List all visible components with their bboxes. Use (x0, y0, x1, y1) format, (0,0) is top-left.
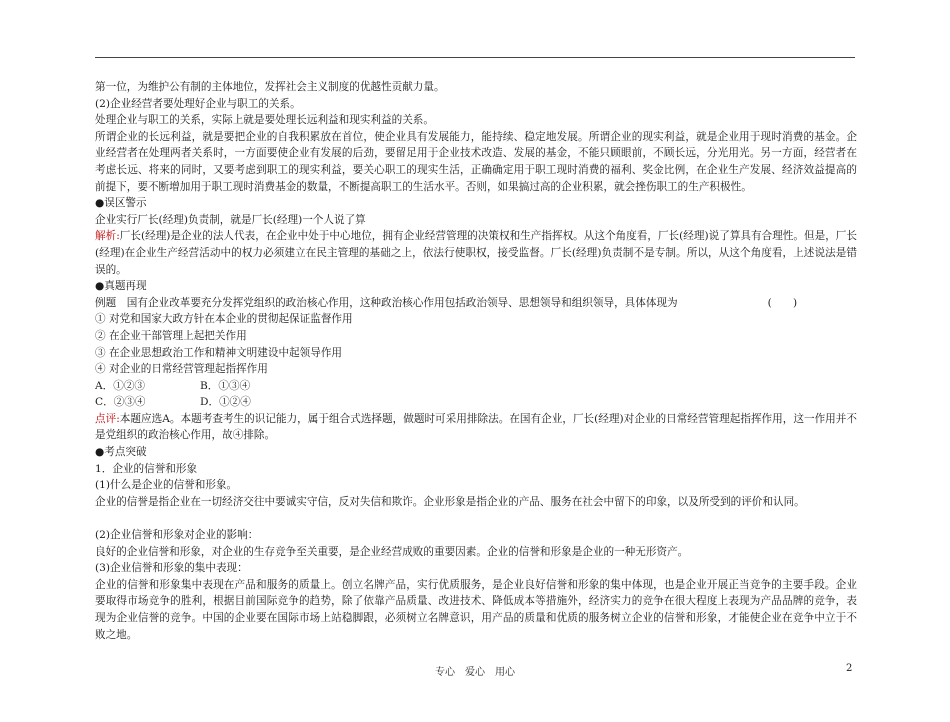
subheading: (2)企业信誉和形象对企业的影响： (95, 529, 259, 542)
answer-blank: ( ) (767, 296, 798, 309)
subheading: (3)企业信誉和形象的集中表现： (95, 562, 248, 575)
comment-text: 本题应选A。本题考查考生的识记能力，属于组合式选择题，做题时可采用排除法。在国有企业，厂长(经理)对企业的日常经营管理起指挥作用，这一作用并不是党组织的政治核心作用，故④排除。 (95, 412, 857, 442)
page-number: 2 (846, 663, 853, 674)
subheading: (1)什么是企业的信誉和形象。 (95, 479, 238, 492)
comment-label: 点评: (95, 412, 120, 425)
options-row (95, 394, 857, 411)
analysis-text: 厂长(经理)是企业的法人代表，在企业中处于中心地位，拥有企业经营管理的决策权和生产指挥权。从这个角度看，厂长(经理)说了算具有合理性。但是，厂长(经理)在企业生产经营活动中的权力必须建立在民主管理的基础之上，依法行使职权，接受监督。厂长(经理)负责制不是专制。所以，从这个角度看，上述说法是错误的。 (95, 230, 857, 276)
header-rule (95, 57, 855, 58)
paragraph: 企业的信誉是指企业在一切经济交往中要诚实守信，反对失信和欺诈。企业形象是指企业的产品、服务在社会中留下的印象，以及所受到的评价和认同。 (95, 495, 805, 508)
mistake-statement: 企业实行厂长(经理)负责制，就是厂长(经理)一个人说了算 (95, 213, 366, 226)
list-item: ② 在企业干部管理上起把关作用 (95, 329, 247, 342)
option-c: C．②③④ (95, 396, 146, 409)
page-body (95, 79, 857, 643)
text-line: 第一位，为维护公有制的主体地位，发挥社会主义制度的优越性贡献力量。 (95, 81, 445, 93)
paragraph: 所谓企业的长远利益，就是要把企业的自我积累放在首位，使企业具有发展能力，能持续、稳定地发展。所谓企业的现实利益，就是企业用于现时消费的基金。企业经营者在处理两者关系时，一方面要使企业有发展的后劲，要留足用于企业技术改造、发展的基金，不能只顾眼前，不顾长远，分光用光。另一方面，经营者在考虑长远、将来的同时，又要考虑到职工的现实利益，要关心职工的现实生活，正确确定用于职工现时消费的福利、奖金比例，在企业生产发展、经济效益提高的前提下，要不断增加用于职工现时消费基金的数量，不断提高职工的生活水平。否则，如果搞过高的企业积累，就会挫伤职工的生产积极性。 (95, 130, 857, 193)
example-question (95, 295, 857, 312)
subsection-title: 1．企业的信誉和形象 (95, 462, 198, 475)
list-item: ④ 对企业的日常经营管理起指挥作用 (95, 363, 268, 376)
option-a: A．①②③ (95, 379, 146, 392)
section-heading-mistake: ●误区警示 (95, 197, 147, 210)
paragraph: 良好的企业信誉和形象，对企业的生存竞争至关重要，是企业经营成败的重要因素。企业的信誉和形象是企业的一种无形资产。 (95, 545, 689, 558)
option-b: B．①③④ (200, 379, 251, 392)
footer-motto: 专心 爱心 用心 (435, 667, 515, 678)
section-heading-real: ●真题再现 (95, 280, 147, 293)
comment-paragraph (95, 411, 857, 444)
section-heading-break: ●考点突破 (95, 446, 147, 459)
list-item: ③ 在企业思想政治工作和精神文明建设中起领导作用 (95, 346, 343, 359)
subheading: (2)企业经营者要处理好企业与职工的关系。 (95, 97, 301, 110)
question-text: 例题 国有企业改革要充分发挥党组织的政治核心作用，这种政治核心作用包括政治领导、思想领导和组织领导，具体体现为 (95, 296, 678, 309)
option-d: D．①②④ (200, 396, 251, 409)
text-line: 处理企业与职工的关系，实际上就是要处理长远利益和现实利益的关系。 (95, 114, 434, 127)
paragraph: 企业的信誉和形象集中表现在产品和服务的质量上。创立名牌产品，实行优质服务，是企业良好信誉和形象的集中体现，也是企业开展正当竞争的主要手段。企业要取得市场竞争的胜利，根据目前国际竞争的趋势，除了依靠产品质量、改进技术、降低成本等措施外，经济实力的竞争在很大程度上表现为产品品牌的竞争，表现为企业信誉的竞争。中国的企业要在国际市场上站稳脚跟，必须树立名牌意识，用产品的质量和优质的服务树立企业的信誉和形象，才能使企业在竞争中立于不败之地。 (95, 578, 857, 641)
analysis-paragraph (95, 228, 857, 278)
options-row (95, 378, 857, 395)
list-item: ① 对党和国家大政方针在本企业的贯彻起保证监督作用 (95, 313, 353, 326)
analysis-label: 解析: (95, 230, 120, 243)
blank-line (95, 510, 857, 527)
